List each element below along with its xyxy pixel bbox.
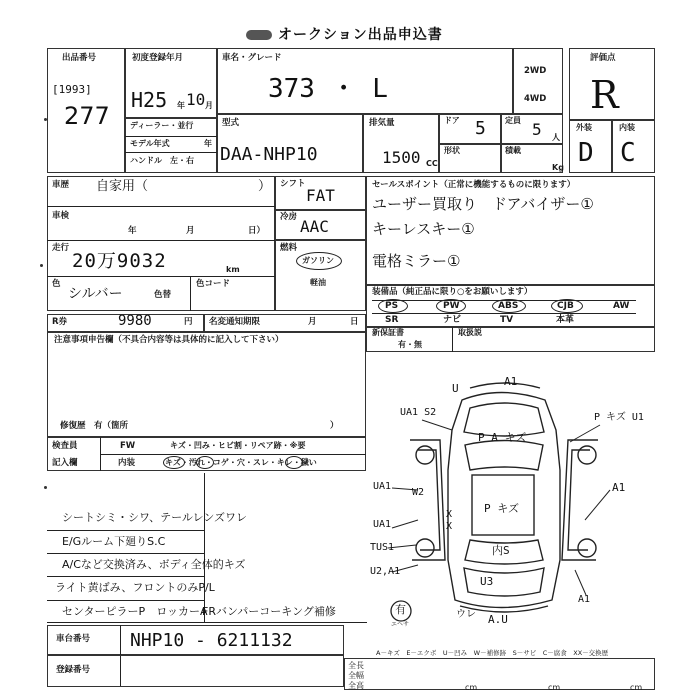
equipment-label: 装備品（純正品に限り○をお願いします）: [372, 287, 533, 297]
km-unit: km: [226, 265, 240, 274]
sales-line-2: キーレスキー①: [372, 220, 475, 238]
history-close: ）: [258, 179, 272, 194]
shape-label: 形状: [444, 146, 460, 155]
sales-line-3: 電格ミラー①: [372, 252, 461, 270]
note-line-6: FRバンパーコーキング補修: [202, 605, 336, 618]
first-reg-label: 初度登録年月: [132, 53, 184, 63]
diagram-mark-7: W2: [412, 487, 425, 498]
color-code-label: 色コード: [196, 279, 231, 289]
model-year-label: モデル年式: [130, 139, 170, 148]
note-line-4: ライト黄ばみ、フロントのみP/L: [55, 581, 215, 594]
diagram-mark-6: A1: [612, 481, 626, 494]
note-line-3: A/Cなど交換済み、ボディ全体的キズ: [62, 558, 246, 571]
diagram-mark-10: UA1: [373, 519, 392, 530]
model-year-unit: 年: [204, 139, 212, 148]
reg-cell: [47, 655, 344, 687]
inspection-month-unit: 月: [186, 226, 195, 236]
diagram-stamp: 有: [395, 603, 406, 616]
diagram-mark-4: P キズ U1: [594, 412, 644, 423]
equip-tv: TV: [500, 315, 514, 325]
size-cell: [344, 658, 655, 690]
spare-label: 取扱説: [458, 328, 482, 337]
rating-value: R: [590, 73, 619, 117]
rating-label: 評価点: [590, 53, 616, 63]
diagram-mark-14: 内S: [492, 544, 510, 557]
car-name-label: 車名・グレード: [222, 53, 282, 63]
diagram-mark-18: ウレ: [456, 609, 476, 620]
history-value: 自家用（: [96, 179, 149, 194]
notice-day: 日: [350, 317, 359, 327]
diagram-mark-13: TUS1: [370, 542, 395, 553]
chassis-label: 車台番号: [56, 634, 91, 644]
mileage-value: 20万9032: [72, 250, 167, 272]
scan-speck: [44, 486, 47, 489]
first-reg-month-unit: 月: [205, 101, 213, 110]
r-ticket-yen: 円: [184, 317, 193, 327]
lot-number: 277: [64, 102, 110, 130]
diagram-mark-11: X: [446, 509, 453, 520]
interior-items: キズ・汚れ・コゲ・穴・スレ・キレ・穢い: [165, 458, 317, 467]
diagram-mark-5: P A キズ: [478, 431, 527, 444]
cm-unit-1: cm: [465, 683, 478, 692]
repair-close: ）: [330, 421, 339, 431]
damage-legend: A－キズ E－エクボ U－凹み W－補修跡 S－サビ C－腐食 XX－交換歴: [376, 649, 609, 657]
first-reg-month: 10: [186, 90, 206, 109]
first-reg-value: H25: [131, 88, 168, 112]
cm-unit-3: cm: [630, 683, 643, 692]
reg-label: 登録番号: [56, 665, 91, 675]
scan-speck: [44, 118, 47, 121]
drive-2wd: 2WD: [524, 66, 547, 76]
interior-label: 内装: [619, 123, 635, 132]
diagram-mark-3: UA1 S2: [400, 407, 437, 418]
notes-label: 注意事項申告欄（不具合内容等は具体的に記入して下さい）: [54, 335, 284, 345]
color-value: シルバー: [68, 286, 123, 302]
diagram-mark-9: UA1: [373, 481, 392, 492]
chassis-value: NHP10 - 6211132: [130, 630, 293, 651]
r-ticket-value: 9980: [118, 313, 152, 329]
load-label: 積載: [505, 146, 521, 155]
displacement-value: 1500: [382, 148, 421, 167]
type-label: 型式: [222, 118, 240, 128]
doors-label: ドア: [444, 116, 460, 125]
color-label: 色: [52, 279, 61, 289]
notice-label: 名変通知期限: [209, 317, 261, 327]
shift-label: シフト: [280, 179, 306, 189]
fuel-value: ガソリン: [302, 256, 334, 265]
new-car-label: 新保証書: [372, 328, 404, 337]
diagram-mark-19: A.U: [488, 613, 508, 626]
page-title: オークション出品申込書: [278, 27, 443, 43]
diagram-stamp-sub: エヘサ: [391, 621, 410, 628]
history-label: 車歴: [52, 180, 70, 190]
equip-pw: PW: [443, 301, 460, 311]
diagram-mark-12: X: [446, 521, 453, 532]
aircon-value: AAC: [300, 217, 329, 236]
width-label: 全幅: [348, 671, 364, 680]
inspection-year-unit: 年: [128, 226, 137, 236]
cc-unit: CC: [426, 159, 438, 168]
capacity-value: 5: [532, 120, 542, 139]
notice-month: 月: [308, 317, 317, 327]
equip-leather: 本革: [556, 315, 575, 325]
repair-label: 修復歴 有（箇所: [60, 421, 129, 431]
inspection-day-unit: 日）: [248, 226, 266, 236]
capacity-label: 定員: [505, 116, 521, 125]
fuel-diesel: 軽油: [310, 278, 326, 287]
exterior-value: D: [578, 138, 594, 168]
scan-speck: [40, 264, 43, 267]
fw-label: FW: [120, 441, 136, 451]
exterior-label: 外装: [576, 123, 592, 132]
inspection-label: 車検: [52, 211, 70, 221]
drive-4wd: 4WD: [524, 94, 547, 104]
equip-aw: AW: [613, 301, 630, 311]
lot-year: [1993]: [52, 83, 92, 96]
fuel-label: 燃料: [280, 243, 298, 253]
diagram-mark-16: U3: [480, 575, 494, 588]
diagram-mark-15: U2,A1: [370, 566, 401, 577]
equip-abs: ABS: [498, 301, 519, 311]
equip-ps: PS: [385, 301, 399, 311]
aircon-label: 冷房: [280, 212, 298, 222]
cm-unit-2: cm: [548, 683, 561, 692]
mileage-label: 走行: [52, 243, 70, 253]
dealer-label: ディーラー・並行: [130, 121, 194, 130]
type-value: DAA-NHP10: [220, 144, 318, 165]
kg-unit: Kg: [552, 163, 564, 172]
length-label: 全長: [348, 661, 364, 670]
r-ticket-label: R券: [52, 317, 68, 327]
car-name-value: 373 ・ L: [268, 74, 388, 104]
lot-label: 出品番号: [62, 53, 97, 63]
displacement-label: 排気量: [369, 118, 395, 128]
doors-value: 5: [475, 118, 486, 139]
height-label: 全高: [348, 681, 364, 690]
equip-sr: SR: [385, 315, 399, 325]
fw-items: キズ・凹み・ヒビ割・リペア跡・※要: [170, 441, 306, 450]
interior-value: C: [620, 138, 636, 168]
interior-row-label: 内装: [118, 458, 136, 468]
capacity-unit: 人: [552, 133, 560, 142]
note-line-1: シートシミ・シワ、テールレンズワレ: [62, 511, 248, 524]
entry-label: 記入欄: [52, 458, 78, 468]
shift-value: FAT: [306, 186, 335, 205]
first-reg-year-unit: 年: [177, 101, 185, 110]
note-line-5: センターピラーP ロッカーA: [62, 605, 208, 618]
handle-label: ハンドル 左・右: [130, 156, 194, 165]
diagram-mark-8: P キズ: [484, 502, 520, 515]
diagram-mark-17: A1: [578, 594, 591, 605]
equip-cjb: CJB: [557, 301, 574, 311]
sales-label: セールスポイント（正常に機能するものに限ります）: [372, 180, 576, 190]
equip-navi: ナビ: [443, 315, 462, 325]
diagram-mark-1: U: [452, 382, 459, 395]
color-change-label: 色替: [154, 290, 172, 300]
note-line-2: E/Gルーム下廻りS.C: [62, 535, 166, 548]
sales-line-1: ユーザー買取り ドアバイザー①: [372, 195, 594, 213]
new-car-value: 有・無: [398, 340, 422, 349]
inspector-label: 検査員: [52, 441, 78, 451]
diagram-mark-2: A1: [504, 375, 518, 388]
